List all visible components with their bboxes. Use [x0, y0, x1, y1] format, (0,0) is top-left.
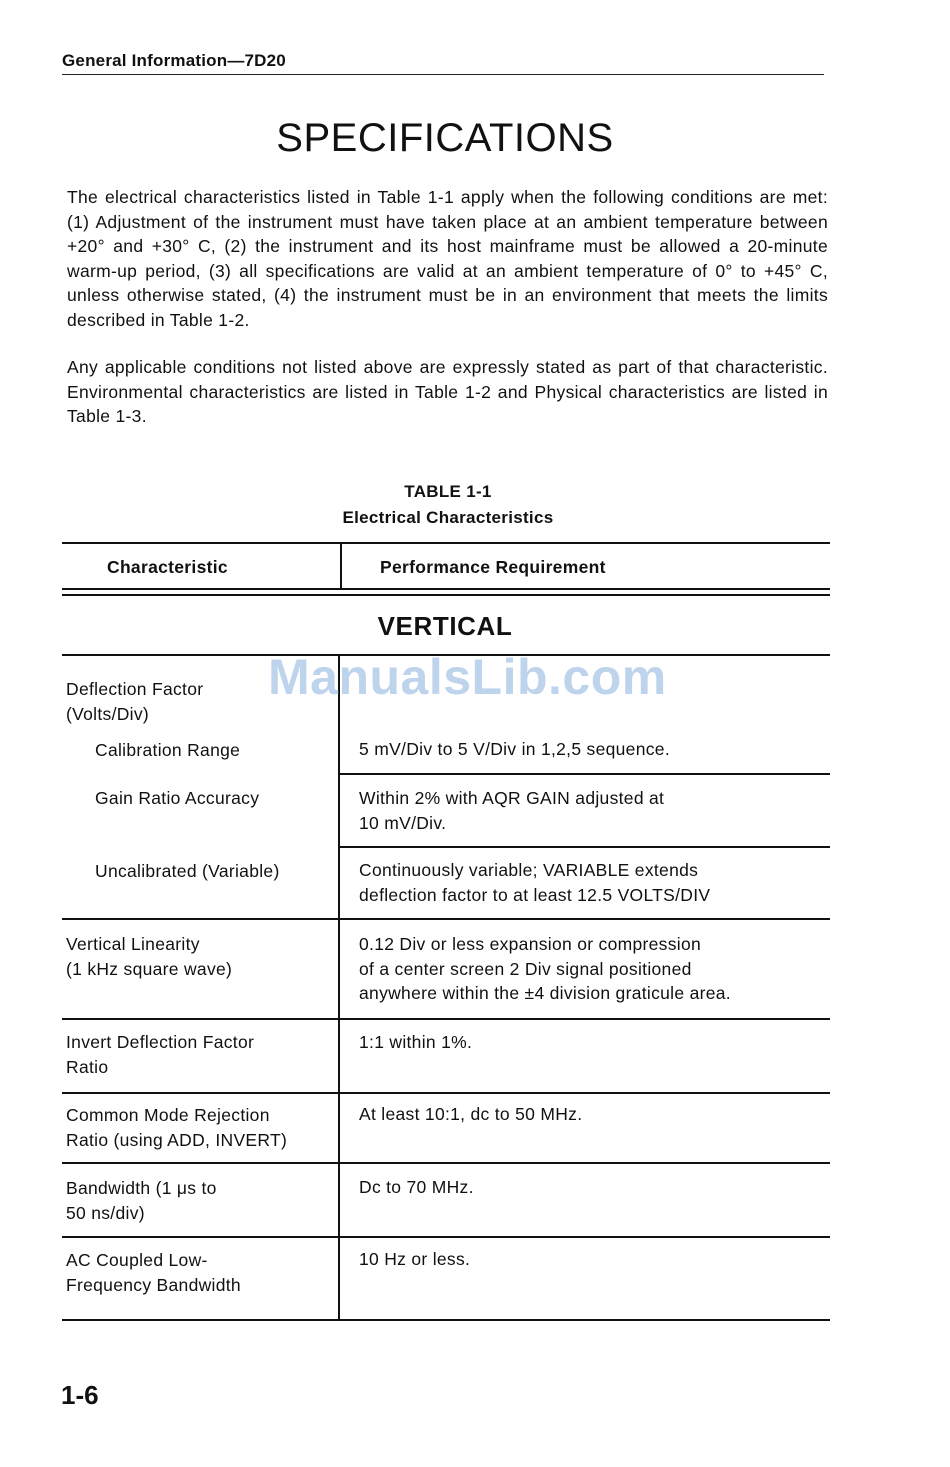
section-vertical: VERTICAL [377, 611, 513, 641]
row-uncalibrated-label: Uncalibrated (Variable) [95, 861, 280, 881]
intro-paragraph-1: The electrical characteristics listed in Table 1-1 apply when the following conditions are met: (1) Adjustment of the instrument must have taken place at an ambient temperature between +20° and +30° C, (2) the instrument and its host mainframe must be allowed a 20-minute warm-up period, (3) all specifications are valid at an ambient temperature of 0° to +45° C, unless otherwise stated, (4) the instrument must be in an environment that meets the limits described in Table 1-2. [67, 187, 828, 330]
row-ac-coupled-value: 10 Hz or less. [359, 1249, 471, 1269]
running-header-title: General Information—7D20 [62, 51, 286, 70]
row-gain-ratio-accuracy-value: Within 2% with AQR GAIN adjusted at 10 mV/Div. [359, 788, 665, 833]
intro-paragraph-2: Any applicable conditions not listed above are expressly stated as part of that characteristic. Environmental characteristics are listed in Table 1-2 and Physical characteristics are listed in Table 1-3. [67, 357, 828, 426]
row-ac-coupled-label: AC Coupled Low- Frequency Bandwidth [66, 1250, 241, 1295]
row-uncalibrated-value: Continuously variable; VARIABLE extends deflection factor to at least 12.5 VOLTS/DIV [359, 860, 711, 905]
body-column-divider [338, 654, 340, 1320]
row-invert-ratio-value: 1:1 within 1%. [359, 1032, 473, 1052]
page-number: 1-6 [61, 1380, 99, 1410]
table-bottom-rule [62, 1319, 830, 1321]
header-performance-requirement: Performance Requirement [380, 557, 606, 577]
table-top-rule [62, 542, 830, 544]
row-cmr-label: Common Mode Rejection Ratio (using ADD, INVERT) [66, 1105, 288, 1150]
row-cmr-value: At least 10:1, dc to 50 MHz. [359, 1104, 583, 1124]
header-double-rule-bottom [62, 594, 830, 596]
header-characteristic: Characteristic [107, 557, 228, 577]
row-bandwidth-label: Bandwidth (1 μs to 50 ns/div) [66, 1178, 217, 1223]
page-title: SPECIFICATIONS [276, 116, 614, 160]
header-column-divider [340, 542, 342, 588]
row-deflection-factor-label: Deflection Factor (Volts/Div) [66, 679, 204, 724]
row-invert-ratio-label: Invert Deflection Factor Ratio [66, 1032, 255, 1077]
row-separator [340, 846, 830, 848]
row-bandwidth-value: Dc to 70 MHz. [359, 1177, 474, 1197]
running-header [62, 50, 824, 75]
row-separator [340, 773, 830, 775]
header-double-rule-top [62, 588, 830, 590]
row-separator [62, 1236, 830, 1238]
row-vertical-linearity-value: 0.12 Div or less expansion or compression of a center screen 2 Div signal positioned anywhere within the ±4 division graticule area. [359, 934, 731, 1003]
table-caption: Electrical Characteristics [342, 508, 554, 527]
watermark: ManualsLib.com [268, 649, 667, 705]
row-vertical-linearity-label: Vertical Linearity (1 kHz square wave) [66, 934, 233, 979]
row-separator [62, 1018, 830, 1020]
table-number: TABLE 1-1 [404, 482, 492, 501]
row-separator [62, 1162, 830, 1164]
row-gain-ratio-accuracy-label: Gain Ratio Accuracy [95, 788, 260, 808]
row-calibration-range-value: 5 mV/Div to 5 V/Div in 1,2,5 sequence. [359, 739, 670, 759]
row-calibration-range-label: Calibration Range [95, 740, 241, 760]
row-separator [62, 1092, 830, 1094]
row-separator [62, 918, 830, 920]
